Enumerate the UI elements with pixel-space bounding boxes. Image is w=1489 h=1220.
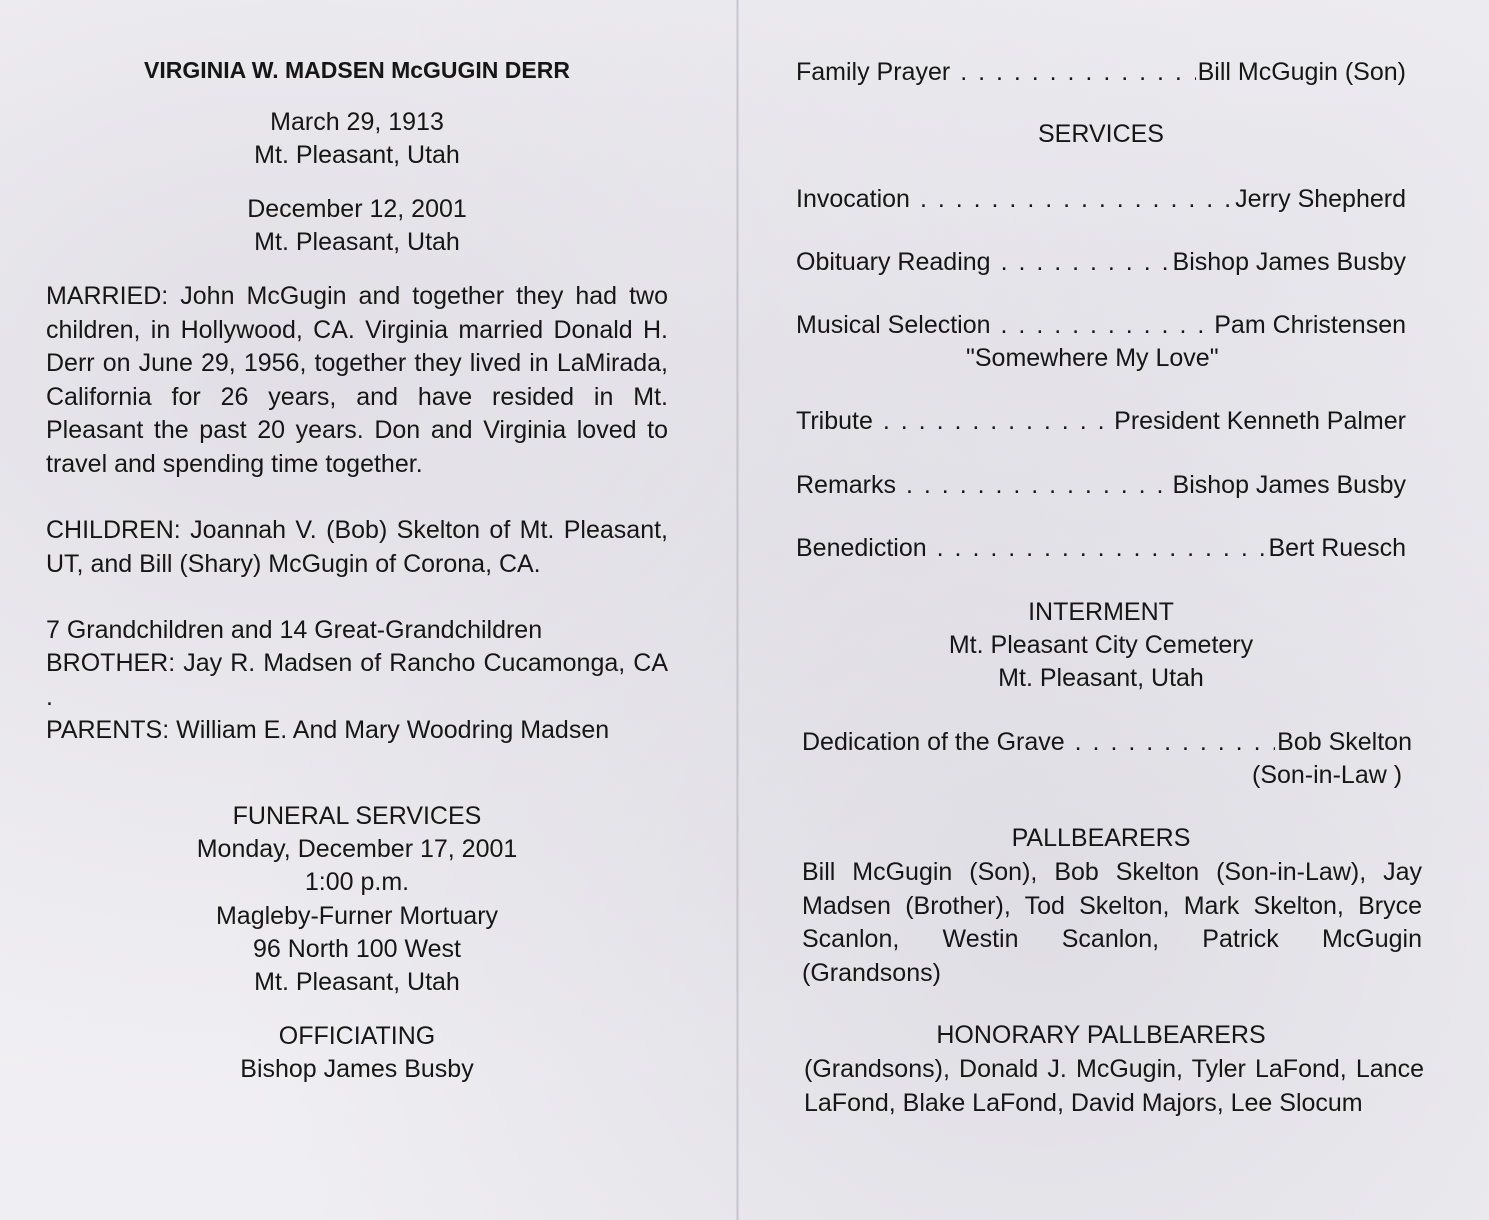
program-label: Family Prayer [796,58,951,86]
dot-leader [883,405,1112,439]
program-row-benediction [796,532,1406,566]
program-name: Bob Skelton [1277,728,1412,756]
program-name: Jerry Shepherd [1235,185,1406,213]
funeral-venue: Magleby-Furner Mortuary [215,902,499,930]
program-label: Benediction [796,534,927,562]
program-name: President Kenneth Palmer [1114,407,1406,435]
death-place: Mt. Pleasant, Utah [254,228,460,256]
interment-heading: INTERMENT [1028,598,1174,626]
officiating-name: Bishop James Busby [240,1055,474,1083]
dot-leader [1001,309,1213,343]
interment-city: Mt. Pleasant, Utah [998,664,1204,692]
program-row-invocation [796,183,1406,217]
program-label: Obituary Reading [796,248,991,276]
birth-place: Mt. Pleasant, Utah [254,141,460,169]
program-label: Tribute [796,407,873,435]
dot-leader [937,532,1267,566]
funeral-time: 1:00 p.m. [304,868,410,896]
funeral-city: Mt. Pleasant, Utah [254,968,460,996]
dot-leader [1001,246,1171,280]
children-paragraph: CHILDREN: Joannah V. (Bob) Skelton of Mt. Pleasant, UT, and Bill (Shary) McGugin of Corona, CA. [46,516,668,578]
honorary-list: (Grandsons), Donald J. McGugin, Tyler LaFond, Lance LaFond, Blake LaFond, David Majors, Lee Slocum [804,1055,1424,1117]
brother-paragraph: BROTHER: Jay R. Madsen of Rancho Cucamonga, CA . [46,649,668,711]
program-name: Pam Christensen [1214,311,1406,339]
married-paragraph: MARRIED: John McGugin and together they had two children, in Hollywood, CA. Virginia married Donald H. Derr on June 29, 1956, together they lived in LaMirada, California for 26 years, and have resided in Mt. Pleasant the past 20 years. Don and Virginia loved to travel and spending time together. [46,282,668,478]
musical-song-title: "Somewhere My Love" [966,344,1219,372]
program-row-tribute [796,405,1406,439]
officiating-heading: OFFICIATING [278,1022,436,1050]
program-name: Bill McGugin (Son) [1197,58,1406,86]
funeral-street: 96 North 100 West [253,935,461,963]
dot-leader [960,56,1195,90]
pallbearers-heading: PALLBEARERS [1011,824,1191,852]
parents-paragraph: PARENTS: William E. And Mary Woodring Madsen [46,716,610,744]
dedication-row [802,726,1412,760]
pallbearers-list: Bill McGugin (Son), Bob Skelton (Son-in-Law), Jay Madsen (Brother), Tod Skelton, Mark Skelton, Bryce Scanlon, Westin Scanlon, Patrick McGugin (Grandsons) [802,858,1422,987]
center-fold [736,0,739,1220]
funeral-day: Monday, December 17, 2001 [196,835,518,863]
birth-date: March 29, 1913 [270,108,444,136]
program-label: Dedication of the Grave [802,728,1065,756]
grandchildren-line: 7 Grandchildren and 14 Great-Grandchildren [46,616,543,644]
dedication-relation: (Son-in-Law ) [1252,761,1403,789]
family-prayer-row [796,56,1406,90]
dot-leader [1075,726,1276,760]
deceased-name: VIRGINIA W. MADSEN McGUGIN DERR [144,57,570,83]
dot-leader [906,469,1171,503]
program-name: Bert Ruesch [1268,534,1406,562]
program-row-musical [796,309,1406,343]
program-label: Invocation [796,185,910,213]
program-row-obituary [796,246,1406,280]
dot-leader [920,183,1233,217]
honorary-heading: HONORARY PALLBEARERS [936,1021,1266,1049]
interment-cemetery: Mt. Pleasant City Cemetery [948,631,1254,659]
program-row-remarks [796,469,1406,503]
death-date: December 12, 2001 [247,195,467,223]
program-name: Bishop James Busby [1172,248,1406,276]
funeral-heading: FUNERAL SERVICES [232,802,482,830]
program-name: Bishop James Busby [1172,471,1406,499]
program-label: Remarks [796,471,897,499]
services-heading: SERVICES [1038,120,1164,148]
program-label: Musical Selection [796,311,991,339]
